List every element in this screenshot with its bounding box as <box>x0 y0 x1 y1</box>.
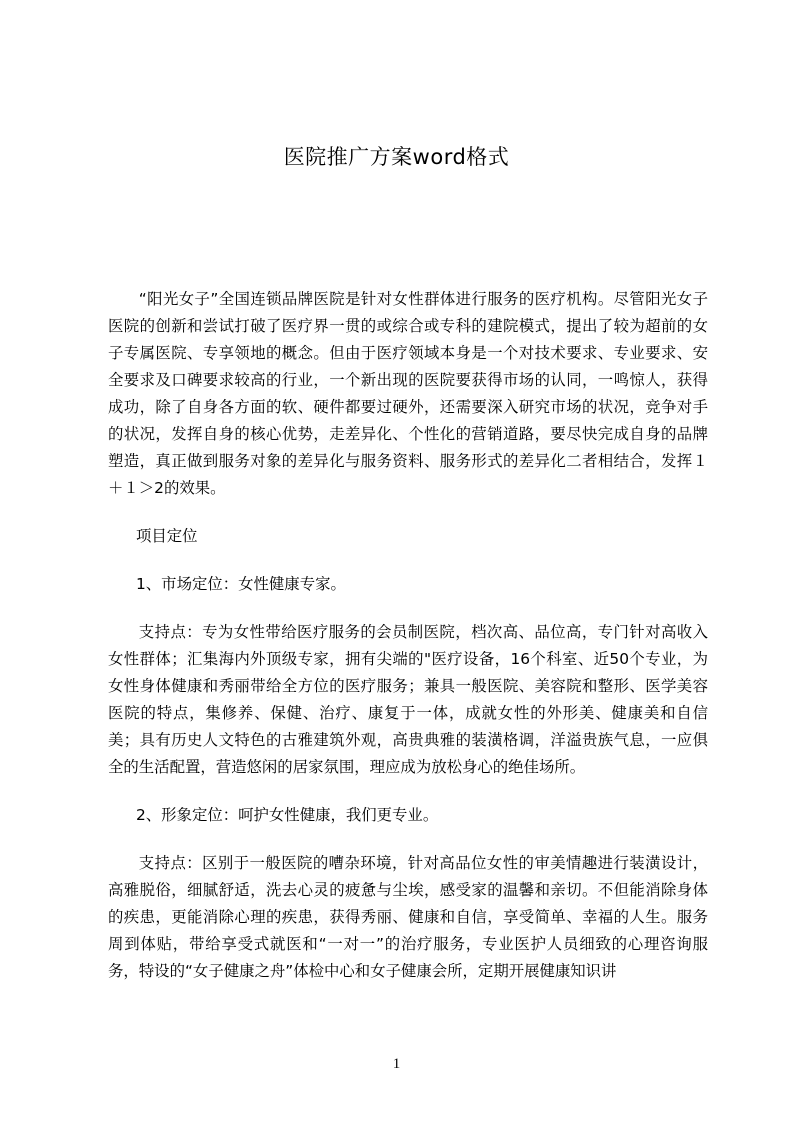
paragraph-gap <box>108 550 708 571</box>
paragraph-gap <box>108 829 708 850</box>
document-body <box>108 286 708 985</box>
intro-paragraph: “阳光女子”全国连锁品牌医院是针对女性群体进行服务的医疗机构。尽管阳光女子医院的创新和尝试打破了医疗界一贯的或综合或专科的建院模式，提出了较为超前的女子专属医院、专享领地的概念。但由于医疗领域本身是一个对技术要求、专业要求、安全要求及口碑要求较高的行业，一个新出现的医院要获得市场的认同，一鸣惊人，获得成功，除了自身各方面的软、硬件都要过硬外，还需要深入研究市场的状况，竞争对手的状况，发挥自身的核心优势，走差异化、个性化的营销道路，要尽快完成自身的品牌塑造，真正做到服务对象的差异化与服务资料、服务形式的差异化二者相结合，发挥１＋１＞2的效果。 <box>108 290 708 497</box>
section-heading: 项目定位 <box>136 527 198 545</box>
paragraph-gap <box>108 781 708 802</box>
paragraph-gap <box>108 502 708 523</box>
document-title: 医院推广方案word格式 <box>283 145 510 169</box>
market-positioning-heading: 1、市场定位：女性健康专家。 <box>136 575 346 593</box>
image-support-paragraph: 支持点：区别于一般医院的嘈杂环境，针对高品位女性的审美情趣进行装潢设计，高雅脱俗，细腻舒适，洗去心灵的疲惫与尘埃，感受家的温馨和亲切。不但能消除身体的疾患，更能消除心理的疾患，获得秀丽、健康和自信，享受简单、幸福的人生。服务周到体贴，带给享受式就医和“一对一”的治疗服务，专业医护人员细致的心理咨询服务，特设的“女子健康之舟”体检中心和女子健康会所，定期开展健康知识讲 <box>108 854 708 980</box>
market-support-paragraph: 支持点：专为女性带给医疗服务的会员制医院，档次高、品位高，专门针对高收入女性群体；汇集海内外顶级专家，拥有尖端的"医疗设备，16个科室、近50个专业，为女性身体健康和秀丽带给全方位的医疗服务；兼具一般医院、美容院和整形、医学美容医院的特点，集修养、保健、治疗、康复于一体，成就女性的外形美、健康美和自信美；具有历史人文特色的古雅建筑外观，高贵典雅的装潢格调，洋溢贵族气息，一应俱全的生活配置，营造悠闲的居家氛围，理应成为放松身心的绝佳场所。 <box>108 623 708 776</box>
image-positioning-heading: 2、形象定位：呵护女性健康，我们更专业。 <box>136 806 439 824</box>
page-number: 1 <box>392 1056 401 1072</box>
paragraph-gap <box>108 598 708 619</box>
